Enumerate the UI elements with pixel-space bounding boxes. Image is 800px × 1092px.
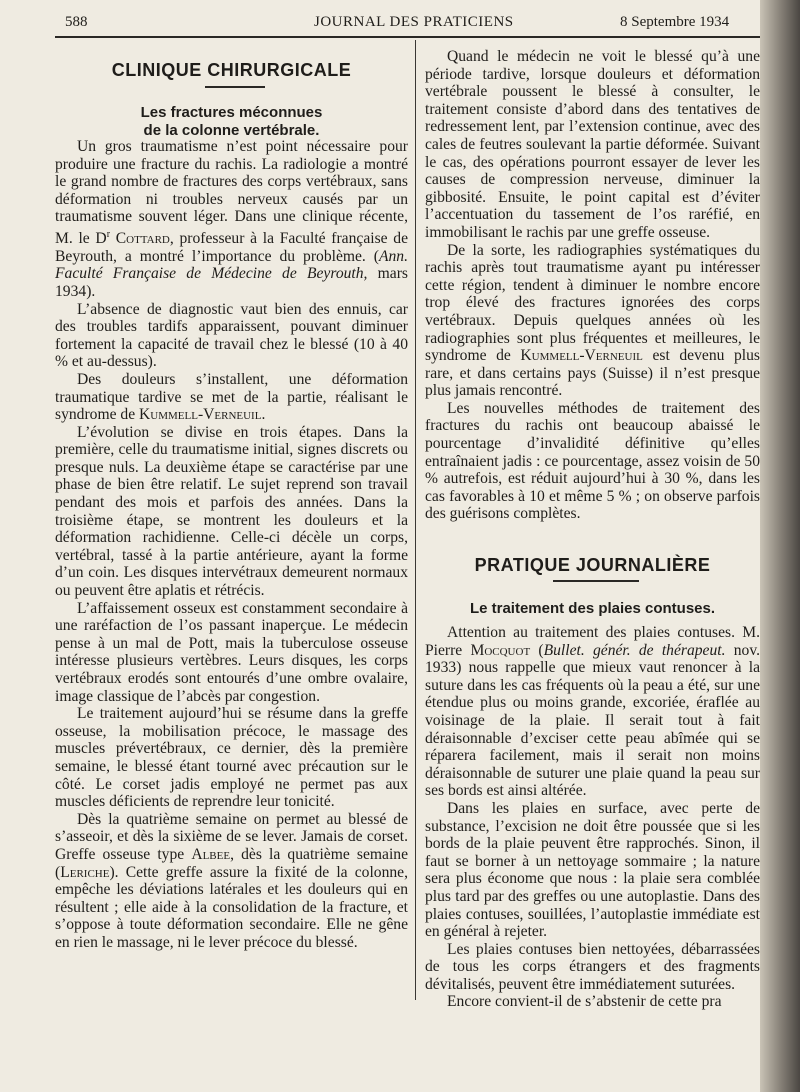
author-name: Mocquot	[470, 641, 531, 659]
article-title-line2: de la colonne vertébrale.	[143, 122, 320, 139]
paragraph: Des douleurs s’installent, une déformation traumatique tardive se met de la partie, réalisant le syndrome de Kummell-Verneuil.	[55, 370, 408, 424]
paragraph: De la sorte, les radiographies systématiques du rachis après tout traumatisme ayant pu intéresser cette région, tendent à diminuer le nombre encore trop élevé des fractures ignorées des corps vertébraux. Depuis quelques années où les radiographies sont plus fréquentes et meilleures, le syndrome de Kummell-Verneuil est devenu plus rare, et dans certains pays (Suisse) il n’est presque plus jamais rencontré.	[425, 241, 761, 400]
paragraph: Attention au traitement des plaies contuses. M. Pierre Mocquot (Bullet. génér. de thérapeut. nov. 1933) nous rappelle que mieux vaut renoncer à la suture dans les cas fréquents où la peau a été, sur une étendue plus ou moins grande, excoriée, éraflée au voisinage de la plaie. Il serait tout à fait déraisonnable d’exciser cette peau abîmée qui se réparera facilement, mais il serait non moins déraisonnable de suturer une plaie quand la peau sur ses bords est ainsi altérée.	[425, 624, 761, 800]
paragraph: L’affaissement osseux est constamment secondaire à une raréfaction de l’os passant inaperçue. Le médecin pense à un mal de Pott, mais la tuberculose osseuse intéresse plusieurs vertèbres. Leurs disques, les corps vertébraux erodés sont entourés d’une ombre ovalaire, image classique de l’abcès par congestion.	[55, 599, 408, 705]
right-column-text-bottom	[425, 624, 760, 1011]
section-title-rule	[553, 580, 639, 582]
reference: Ann. Faculté Française de Médecine de Beyrouth,	[55, 247, 408, 283]
syndrome-name: Kummell-Verneuil	[520, 347, 643, 365]
section-title-rule	[205, 86, 265, 88]
paragraph: Les nouvelles méthodes de traitement des fractures du rachis ont beaucoup abaissé le pourcentage d’invalidité définitive qu’elles entraînaient jadis : ce pourcentage, assez voisin de 50 % autrefois, est réduit aujourd’hui à 30 %, dans les cas favorables à 10 et même 5 % ; on observe parfois des guérisons complètes.	[425, 399, 760, 523]
paragraph: Quand le médecin ne voit le blessé qu’à une période tardive, lorsque douleurs et déformation vertébrale poussent le blessé à consulter, le traitement consiste d’abord dans des tentatives de redressement lent, par l’extension continue, avec des cales de feutres soulevant la partie déformée. Suivant le cas, des opérations pourront essayer de lever les causes de compression nerveuse, diminuer la gibbosité. Ensuite, le point capital est d’éviter l’accentuation du tassement de l’os raréfié, en immobilisant le rachis par une greffe osseuse.	[425, 48, 760, 241]
reference: Bullet. génér. de thérapeut.	[543, 641, 726, 659]
paragraph: Dès la quatrième semaine on permet au blessé de s’asseoir, et dès la sixième de se lever. Jamais de corset. Greffe osseuse type Albee, dès la quatrième semaine (Leriche). Cette greffe assure la fixité de la colonne, empêche les déviations latérales et les douleurs qui en résultent ; elle aide à la consolidation de la fracture, et s’oppose à toute déformation secondaire. Elle ne gêne en rien le massage, ni le lever précoce du blessé.	[55, 810, 409, 951]
paragraph: Le traitement aujourd’hui se résume dans la greffe osseuse, la mobilisation précoce, le massage des muscles prévertébraux, ce dernier, dès la première semaine, le blessé étant tourné avec précaution sur le côté. Le corset jadis employé ne permet pas aux muscles déficients de reprendre leur tonicité.	[55, 705, 408, 811]
paragraph: L’évolution se divise en trois étapes. Dans la première, celle du traumatisme initial, signes discrets ou presque nuls. La deuxième étape se caractérise par une phase de bien être relatif. Le sujet reprend son travail pendant des mois et parfois des années. Dans la troisième étape, se montrent les douleurs et la déformation rachidienne. Celle-ci décèle un corps, vertébral, tassé à la partie antérieure, ayant la forme d’un coin. Les disques intervétraux demeurent normaux ou peuvent être aplatis et rétrécis.	[55, 423, 408, 600]
article-title-fractures	[55, 104, 408, 140]
left-column-text	[55, 138, 408, 952]
author-name: Cottard	[115, 230, 170, 248]
running-header	[57, 14, 757, 36]
issue-date: 8 Septembre 1934	[620, 14, 730, 30]
section-title-clinique: CLINIQUE CHIRURGICALE	[111, 60, 352, 80]
article-title-plaies: Le traitement des plaies contuses.	[469, 600, 716, 617]
paragraph: Les plaies contuses bien nettoyées, débarrassées de tous les corps étrangers et des fragments dévitalisés, peuvent être immédiatement suturées.	[425, 940, 760, 993]
journal-title: JOURNAL DES PRATICIENS	[314, 14, 514, 30]
paragraph: Encore convient-il de s’abstenir de cette pra	[447, 993, 722, 1011]
header-rule	[55, 36, 760, 38]
article-title-line1: Les fractures méconnues	[140, 104, 323, 121]
author-name: Albee	[191, 845, 231, 863]
syndrome-name: Kummell-Verneuil	[139, 406, 262, 424]
paragraph: Dans les plaies en surface, avec perte de substance, l’excision ne doit être poussée que si les bords de la plaie peuvent être rapprochés. Sinon, il faut se borner à un nettoyage sommaire ; la nature sera plus économe que nous : la plaie sera comblée plus tard par des greffes ou une autoplastie. Dans des plaies contuses, souillées, l’autoplastie immédiate est en général à rejeter.	[425, 799, 760, 941]
section-title-pratique: PRATIQUE JOURNALIÈRE	[474, 555, 711, 575]
right-column-text-top	[425, 48, 760, 523]
column-divider	[415, 40, 416, 1000]
paragraph: Un gros traumatisme n’est point nécessaire pour produire une fracture du rachis. La radiologie a montré le grand nombre de fractures des corps vertébraux, sans déformation ni troubles nerveux causés par un traumatisme souvent léger. Dans une clinique récente, M. le $D^r$ Cottard, professeur à la Faculté française de Beyrouth, a montré l’importance du problème. (Ann. Faculté Française de Médecine de Beyrouth, mars 1934).	[55, 138, 408, 300]
author-name: Leriche	[60, 863, 110, 881]
paragraph: L’absence de diagnostic vaut bien des ennuis, car des troubles tardifs apparaissent, pouvant diminuer fortement la capacité de travail chez le blessé (10 à 40 % et au-dessus).	[55, 300, 408, 371]
page-edge-shadow	[760, 0, 800, 1092]
page-number: 588	[65, 14, 88, 30]
